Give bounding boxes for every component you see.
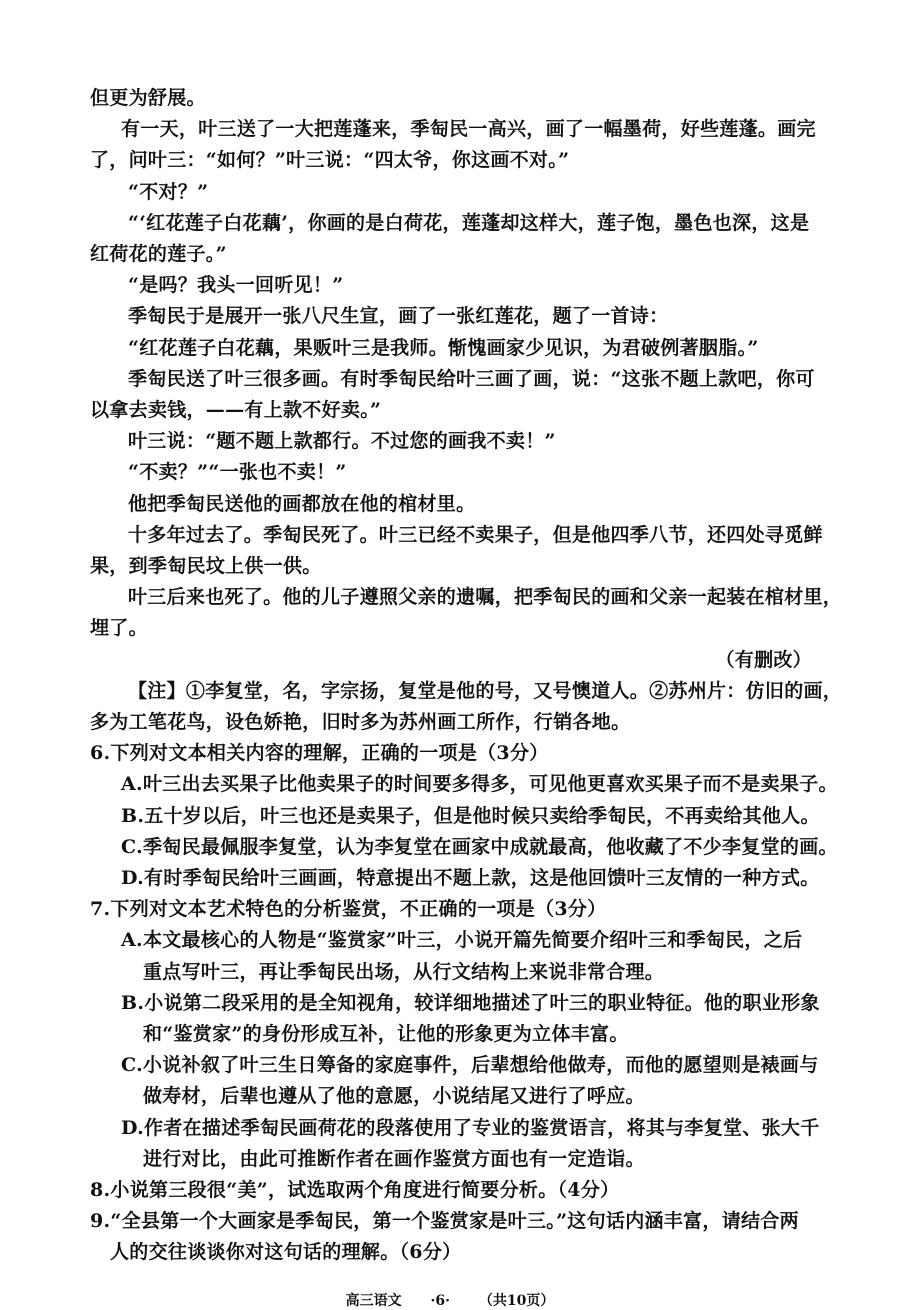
passage-line: 十多年过去了。季匋民死了。叶三已经不卖果子，但是他四季八节，还四处寻觅鲜 <box>128 523 823 546</box>
annotation-line: 【注】①李复堂，名，字宗扬，复堂是他的号，又号懊道人。②苏州片：仿旧的画， <box>128 679 843 702</box>
passage-line: 了，问叶三：“如何？”叶三说：“四太爷，你这画不对。” <box>90 149 570 172</box>
passage-line: 他把季匋民送他的画都放在他的棺材里。 <box>128 492 476 515</box>
passage-line: “不对？” <box>128 180 209 203</box>
passage-line: “红花莲子白花藕，果贩叶三是我师。惭愧画家少见识，为君破例著胭脂。” <box>128 336 759 359</box>
question-7-option-a-cont: 重点写叶三，再让季匋民出场，从行文结构上来说非常合理。 <box>143 960 665 983</box>
passage-line: 季匋民送了叶三很多画。有时季匋民给叶三画了画，说：“这张不题上款吧，你可 <box>128 367 815 390</box>
source-note: （有删改） <box>715 648 812 671</box>
passage-line: 叶三后来也死了。他的儿子遵照父亲的遗嘱，把季匋民的画和父亲一起装在棺材里， <box>128 586 843 609</box>
question-6-option-b: B.五十岁以后，叶三也还是卖果子，但是他时候只卖给季匋民，不再卖给其他人。 <box>121 804 820 827</box>
footer-total-pages: （共10页） <box>478 1292 555 1309</box>
question-7-option-c-cont: 做寿材，后辈也遵从了他的意愿，小说结尾又进行了呼应。 <box>143 1085 645 1108</box>
question-7-option-d: D.作者在描述季匋民画荷花的段落使用了专业的鉴赏语言，将其与李复堂、张大千 <box>121 1116 820 1139</box>
question-7-option-d-cont: 进行对比，由此可推断作者在画作鉴赏方面也有一定造诣。 <box>143 1147 645 1170</box>
question-7-stem: 7.下列对文本艺术特色的分析鉴赏，不正确的一项是（3分） <box>90 898 607 921</box>
question-7-option-c: C.小说补叙了叶三生日筹备的家庭事件，后辈想给他做寿，而他的愿望则是裱画与 <box>121 1054 819 1077</box>
annotation-line: 多为工笔花鸟，设色娇艳，旧时多为苏州画工所作，行销各地。 <box>90 711 631 733</box>
passage-line: 但更为舒展。 <box>90 87 206 109</box>
passage-line: 果，到季匋民坟上供一供。 <box>90 555 322 577</box>
question-8: 8.小说第三段很“美”，试选取两个角度进行简要分析。（4分） <box>90 1179 620 1201</box>
passage-line: 埋了。 <box>90 617 148 640</box>
passage-line: 以拿去卖钱，——有上款不好卖。” <box>90 399 382 421</box>
page-footer <box>0 1290 900 1310</box>
question-7-option-a: A.本文最核心的人物是“鉴赏家”叶三，小说开篇先简要介绍叶三和季匋民，之后 <box>121 929 803 952</box>
passage-line: “‘红花莲子白花藕’，你画的是白荷花，莲蓬却这样大，莲子饱，墨色也深，这是 <box>128 211 810 234</box>
passage-line: 叶三说：“题不题上款都行。不过您的画我不卖！” <box>128 430 556 453</box>
question-9-cont: 人的交往谈谈你对这句话的理解。（6分） <box>110 1241 462 1264</box>
passage-line: 有一天，叶三送了一大把莲蓬来，季匋民一高兴，画了一幅墨荷，好些莲蓬。画完 <box>121 118 816 141</box>
passage-line: 红荷花的莲子。” <box>90 243 227 265</box>
question-7-option-b: B.小说第二段采用的是全知视角，较详细地描述了叶三的职业特征。他的职业形象 <box>121 991 820 1014</box>
question-6-option-d: D.有时季匋民给叶三画画，特意提出不题上款，这是他回馈叶三友情的一种方式。 <box>121 867 820 889</box>
passage-line: 季匋民于是展开一张八尺生宣，画了一张红莲花，题了一首诗： <box>128 305 669 328</box>
passage-line: “是吗？我头一回听见！” <box>128 274 344 297</box>
question-6-option-a: A.叶三出去买果子比他卖果子的时间要多得多，可见他更喜欢买果子而不是卖果子。 <box>121 773 838 796</box>
question-9: 9.“全县第一个大画家是季匋民，第一个鉴赏家是叶三。”这句话内涵丰富，请结合两 <box>90 1210 799 1233</box>
question-6-stem: 6.下列对文本相关内容的理解，正确的一项是（3分） <box>90 742 549 765</box>
footer-page-number: ·6· <box>430 1292 450 1309</box>
question-6-option-c: C.季匋民最佩服李复堂，认为李复堂在画家中成就最高，他收藏了不少李复堂的画。 <box>121 835 838 858</box>
footer-subject: 高三语文 <box>345 1292 402 1309</box>
passage-line: “不卖？”“一张也不卖！” <box>128 461 347 484</box>
question-7-option-b-cont: 和“鉴赏家”的身份形成互补，让他的形象更为立体丰富。 <box>143 1023 629 1045</box>
